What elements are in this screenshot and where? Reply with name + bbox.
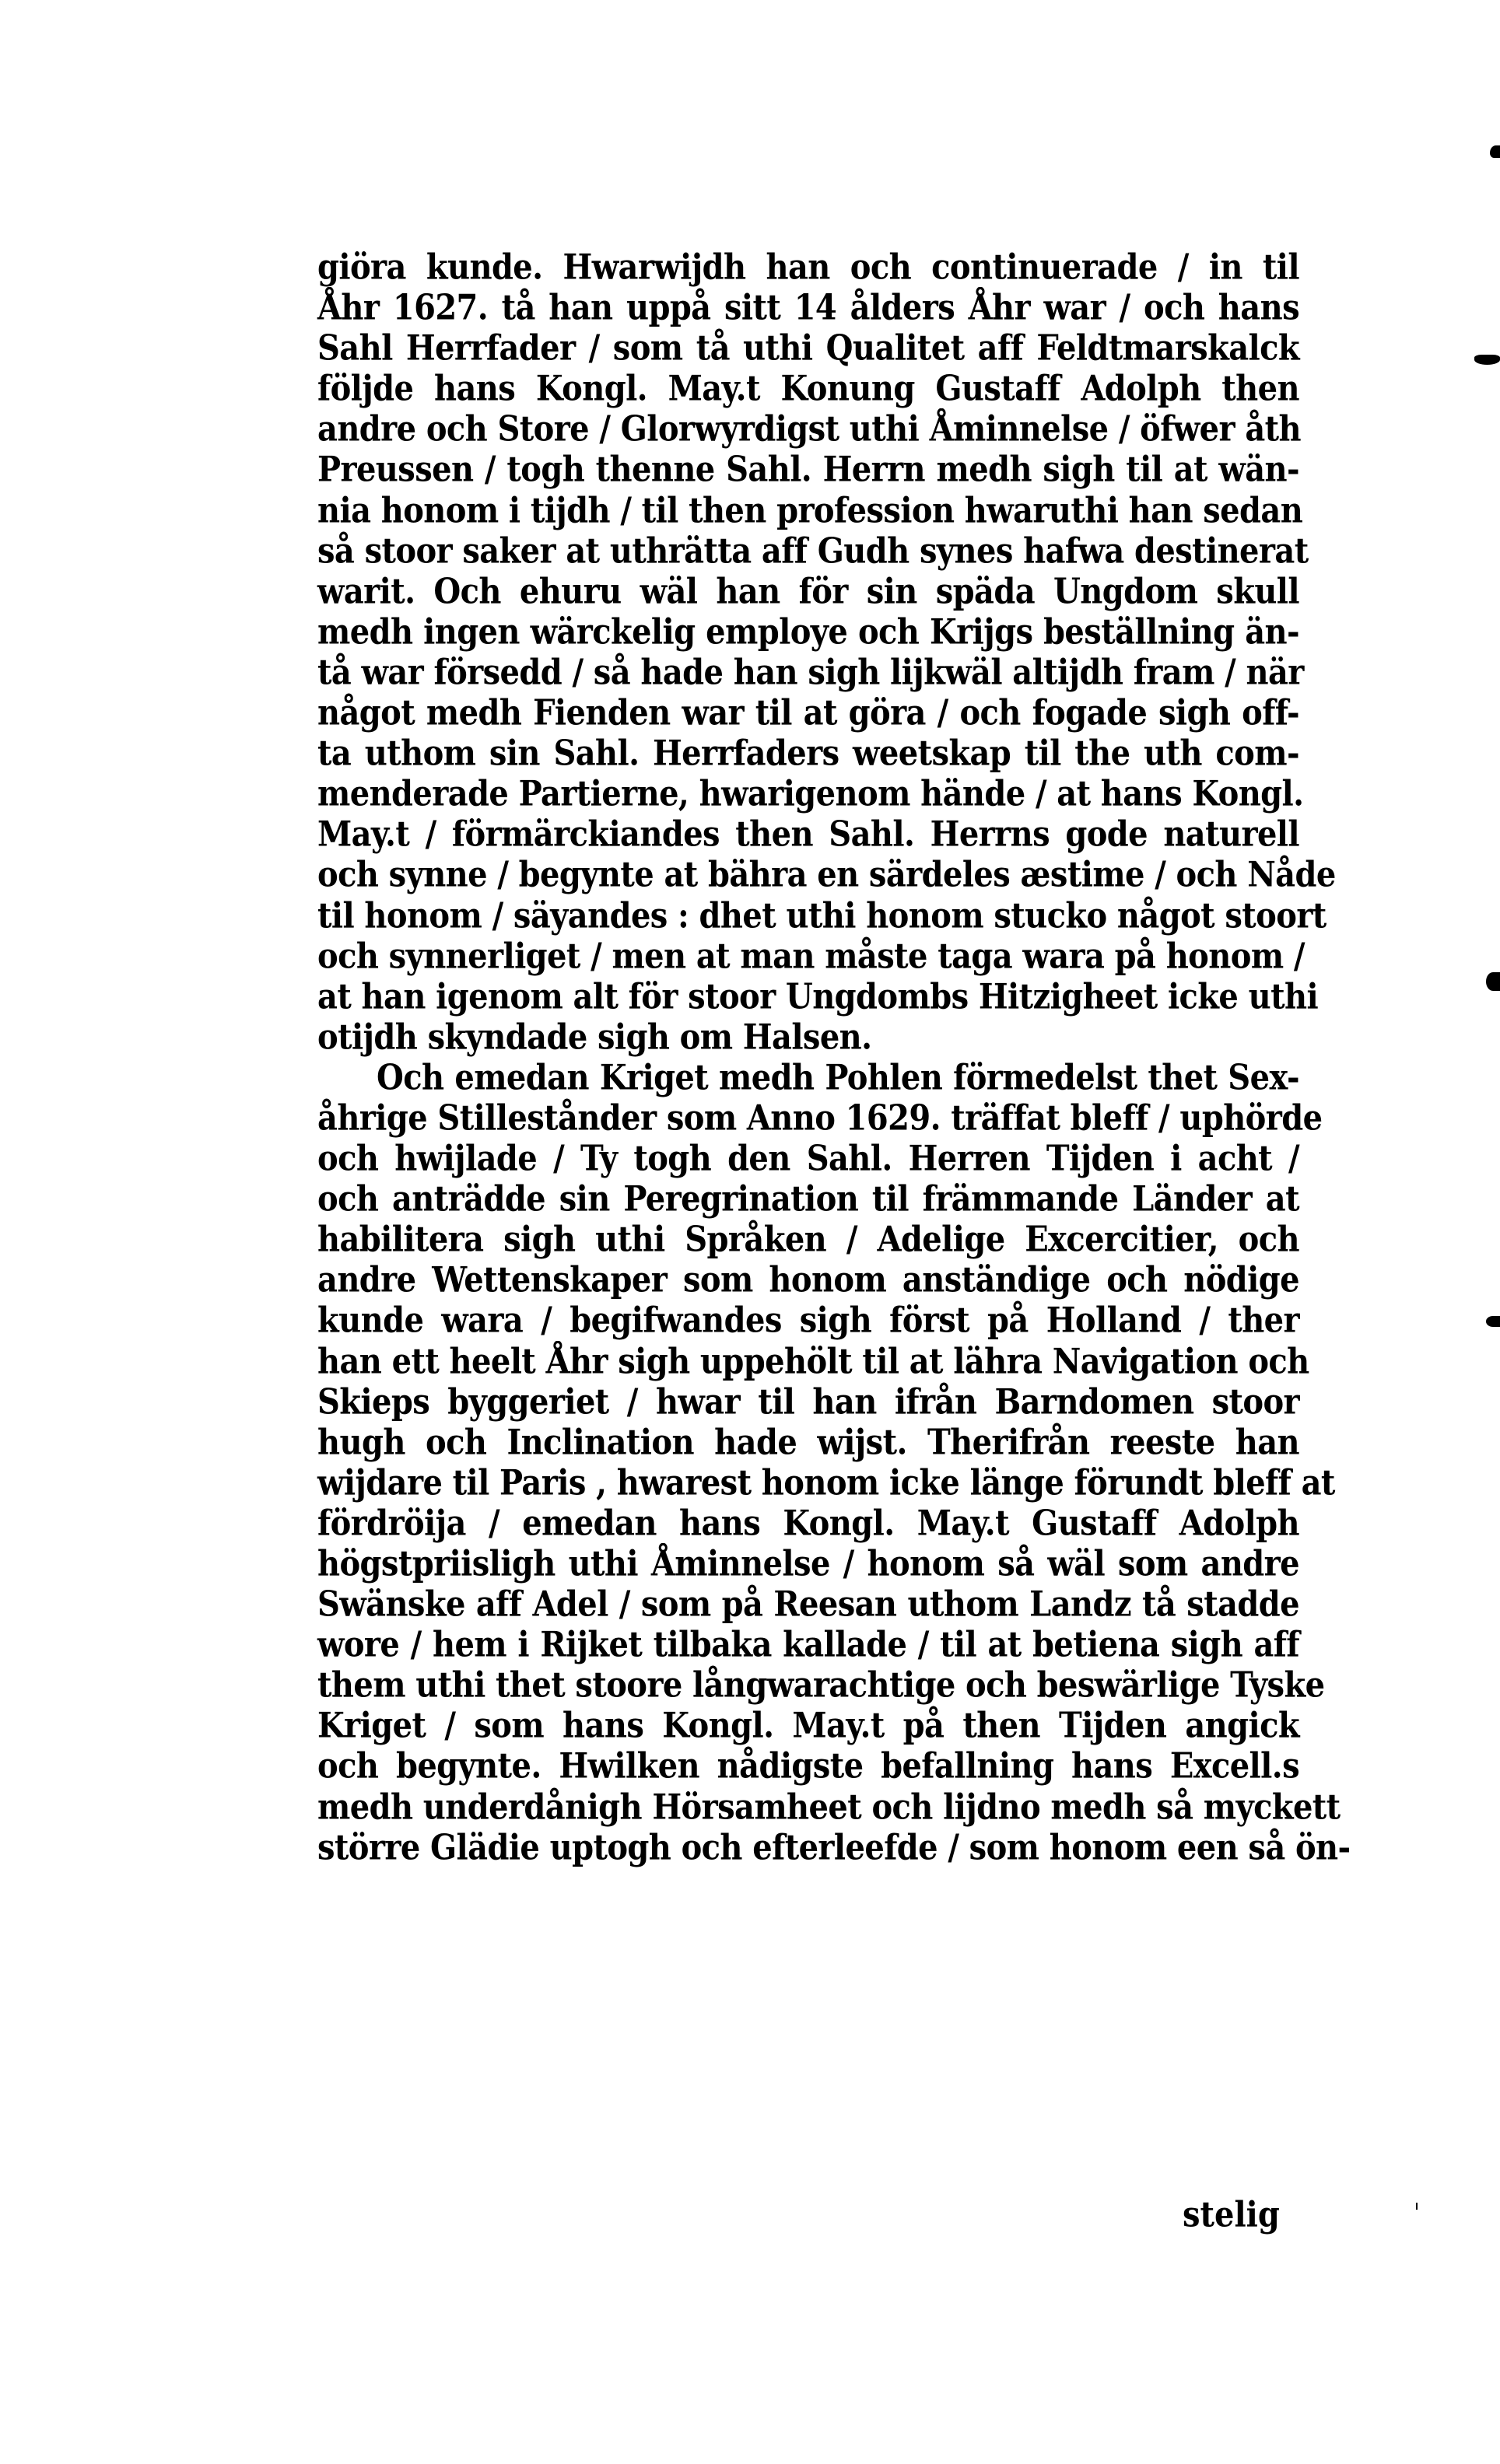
catchword: stelig: [1183, 2194, 1280, 2235]
text-line: han ett heelt Åhr sigh uppehölt til at lähra Navigation och: [317, 1340, 1309, 1382]
body-text: [317, 247, 1351, 1868]
text-line: warit. Och ehuru wäl han för sin späda Ungdom skull: [317, 570, 1299, 612]
text-line: ta uthom sin Sahl. Herrfaders weetskap til the uth com-: [317, 733, 1299, 774]
scan-artifact-mark: [1490, 145, 1500, 158]
scan-artifact-mark: [1486, 972, 1500, 991]
text-line: och synnerliget / men at man måste taga wara på honom /: [317, 935, 1305, 977]
paragraph-start-line: Och emedan Kriget medh Pohlen förmedelst thet Sex-: [377, 1056, 1299, 1098]
paragraph-end-line: otijdh skyndade sigh om Halsen.: [317, 1016, 872, 1058]
text-line: Skieps byggeriet / hwar til han ifrån Barndomen stoor: [317, 1381, 1299, 1423]
text-line: Swänske aff Adel / som på Reesan uthom Landz tå stadde: [317, 1584, 1299, 1625]
text-line: wore / hem i Rijket tilbaka kallade / til at betiena sigh aff: [317, 1624, 1299, 1665]
text-line: fördröija / emedan hans Kongl. May.t Gustaff Adolph: [317, 1503, 1299, 1544]
text-line: nia honom i tijdh / til then profession hwaruthi han sedan: [317, 489, 1303, 531]
text-line: at han igenom alt för stoor Ungdombs Hitzigheet icke uthi: [317, 975, 1319, 1017]
scan-artifact-mark: [1474, 355, 1500, 365]
text-line: giöra kunde. Hwarwijdh han och continuerade / in til: [317, 247, 1299, 288]
text-line: medh ingen wärckelig employe och Krijgs beställning än-: [317, 611, 1299, 653]
text-line: Åhr 1627. tå han uppå sitt 14 ålders Åhr war / och hans: [317, 287, 1299, 328]
text-line: hugh och Inclination hade wijst. Therifrån reeste han: [317, 1421, 1299, 1463]
text-line: Preussen / togh thenne Sahl. Herrn medh sigh til at wän-: [317, 449, 1299, 491]
text-line: medh underdånigh Hörsamheet och lijdno medh så myckett: [317, 1786, 1341, 1828]
text-line: wijdare til Paris , hwarest honom icke länge förundt bleff at: [317, 1461, 1335, 1503]
text-line: kunde wara / begifwandes sigh först på Holland / ther: [317, 1300, 1299, 1342]
text-line: större Glädie uptogh och efterleefde / som honom een så ön-: [317, 1826, 1351, 1868]
text-line: och synne / begynte at bähra en särdeles æstime / och Nåde: [317, 854, 1336, 896]
scan-artifact-mark: [1486, 1316, 1500, 1327]
text-line: Kriget / som hans Kongl. May.t på then Tijden angick: [317, 1705, 1299, 1747]
text-line: åhrige Stillestånder som Anno 1629. träffat bleff / uphörde: [317, 1097, 1323, 1139]
text-line: följde hans Kongl. May.t Konung Gustaff Adolph then: [317, 368, 1299, 410]
text-line: til honom / säyandes : dhet uthi honom stucko något stoort: [317, 894, 1327, 936]
text-line: tå war försedd / så hade han sigh lijkwäl altijdh fram / när: [317, 652, 1304, 693]
text-line: och begynte. Hwilken nådigste befallning hans Excell.s: [317, 1745, 1299, 1787]
text-line: them uthi thet stoore långwarachtige och beswärlige Tyske: [317, 1664, 1325, 1706]
text-line: habilitera sigh uthi Språken / Adelige Excercitier, och: [317, 1219, 1299, 1261]
scan-artifact-mark: [1416, 2203, 1418, 2210]
text-line: något medh Fienden war til at göra / och fogade sigh off-: [317, 692, 1299, 733]
text-line: och anträdde sin Peregrination til främmande Länder at: [317, 1178, 1299, 1220]
text-line: Sahl Herrfader / som tå uthi Qualitet aff Feldtmarskalck: [317, 327, 1299, 369]
text-line: andre Wettenskaper som honom anständige och nödige: [317, 1259, 1299, 1301]
text-line: så stoor saker at uthrätta aff Gudh synes hafwa destinerat: [317, 530, 1309, 572]
text-line: och hwijlade / Ty togh den Sahl. Herren Tijden i acht /: [317, 1138, 1299, 1179]
text-line: högstpriisligh uthi Åminnelse / honom så wäl som andre: [317, 1543, 1299, 1584]
text-line: menderade Partierne, hwarigenom hände / at hans Kongl.: [317, 773, 1304, 814]
text-line: andre och Store / Glorwyrdigst uthi Åminnelse / öfwer åth: [317, 408, 1302, 450]
text-line: May.t / förmärckiandes then Sahl. Herrns gode naturell: [317, 814, 1299, 856]
